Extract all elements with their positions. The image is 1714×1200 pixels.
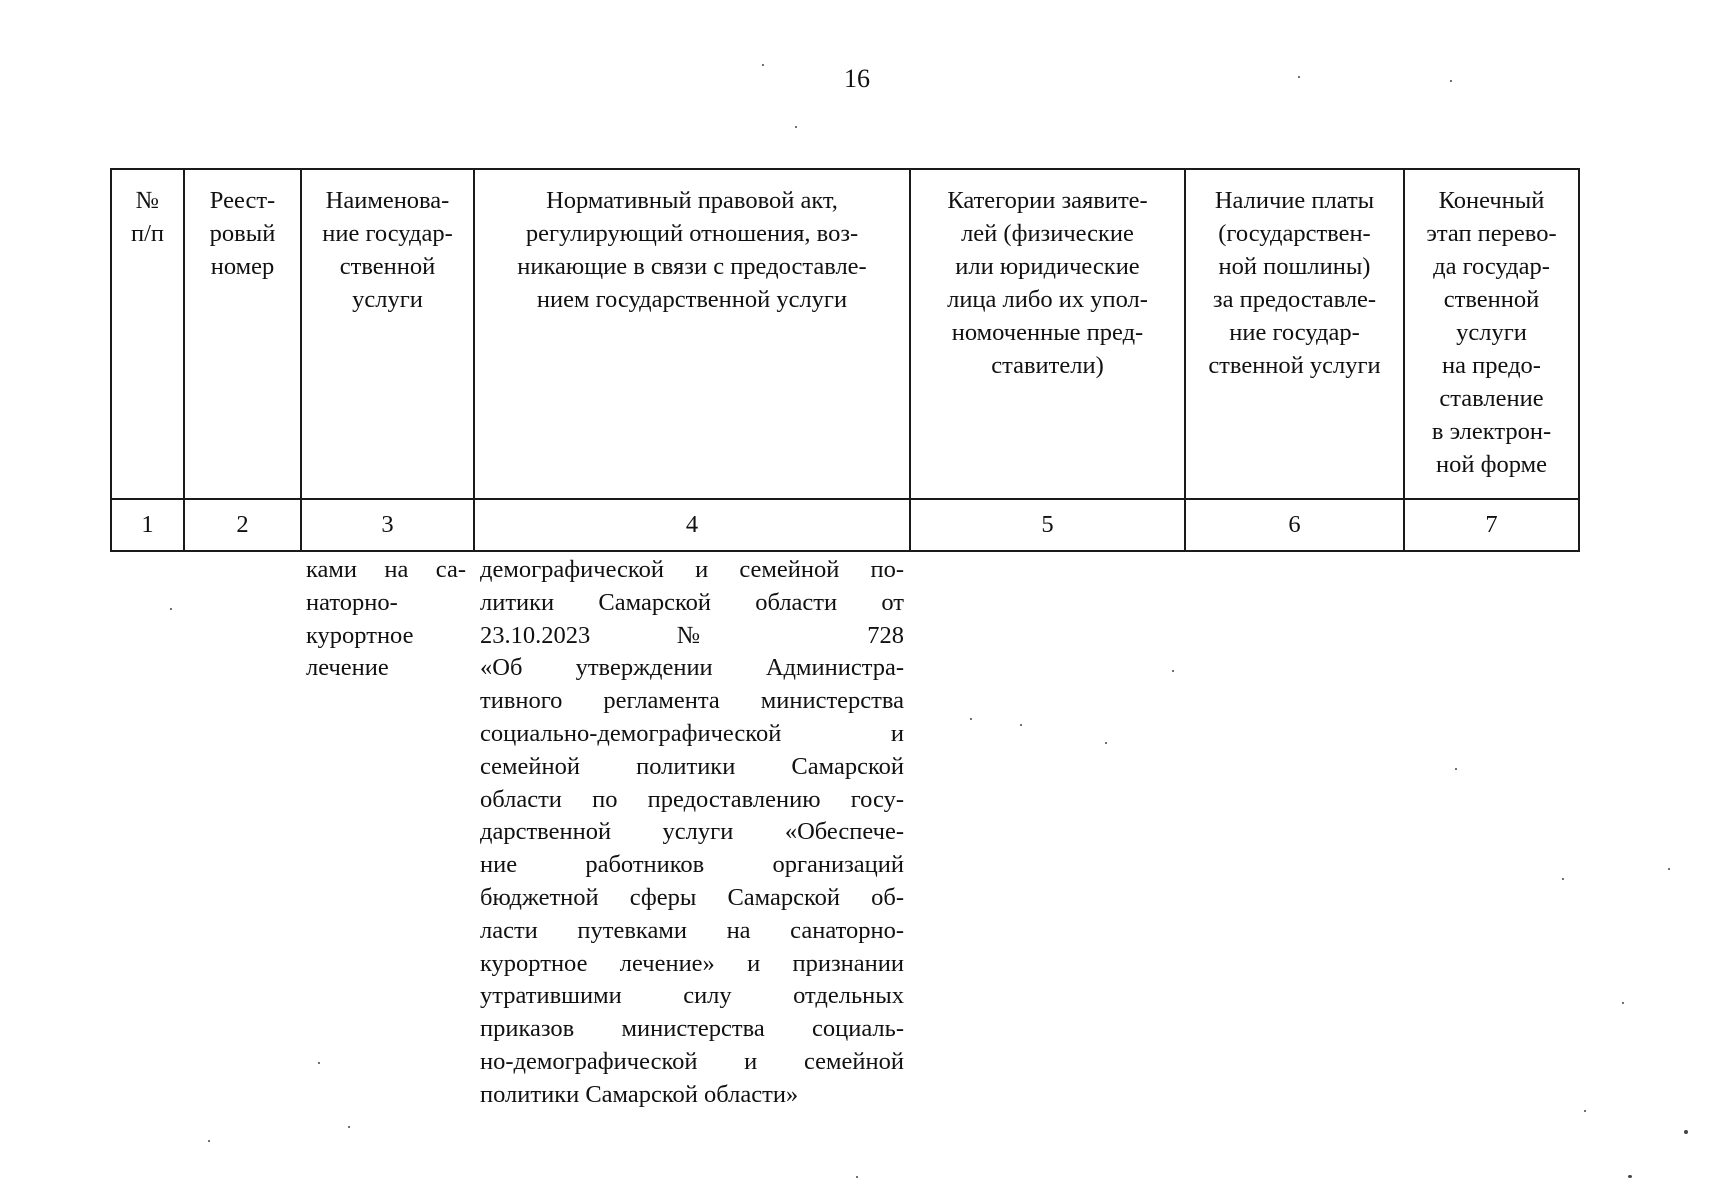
header-line: (государствен- <box>1218 220 1371 247</box>
text-line: социально-демографической и <box>480 719 904 747</box>
header-line: Наличие платы <box>1214 187 1375 214</box>
header-line: п/п <box>130 220 165 247</box>
header-cell-5 <box>910 169 1185 499</box>
header-cell-1 <box>111 169 184 499</box>
scan-speck <box>1584 1110 1586 1112</box>
header-line: ственной <box>1443 286 1540 313</box>
text-line: семейной политики Самарской <box>480 752 904 780</box>
header-line: ставление <box>1439 385 1544 412</box>
header-line: Реест- <box>209 187 276 214</box>
column-number: 2 <box>184 499 301 551</box>
header-cell-6 <box>1185 169 1404 499</box>
scan-speck <box>1455 768 1457 770</box>
header-line: услуги <box>352 286 423 313</box>
header-line: никающие в связи с предоставле- <box>517 253 867 280</box>
scan-speck <box>1562 878 1564 880</box>
header-line: услуги <box>1456 319 1527 346</box>
text-line: политики Самарской области» <box>480 1080 799 1108</box>
header-line: номер <box>210 253 275 280</box>
header-cell-2 <box>184 169 301 499</box>
continuation-service-name <box>306 554 466 685</box>
text-line: курортное <box>306 621 414 649</box>
header-line: да государ- <box>1433 253 1550 280</box>
header-line: ной пошлины) <box>1218 253 1371 280</box>
scan-speck <box>1450 80 1452 82</box>
scan-speck <box>1298 76 1300 78</box>
table-header-row <box>111 169 1579 499</box>
scan-speck <box>1684 1130 1688 1134</box>
scan-speck <box>795 126 797 128</box>
column-number: 5 <box>910 499 1185 551</box>
scan-speck <box>318 1062 320 1064</box>
header-line: Категории заявите- <box>947 187 1148 214</box>
text-line: демографической и семейной по- <box>480 556 904 583</box>
text-line: тивного регламента министерства <box>480 687 904 715</box>
header-line: этап перево- <box>1426 220 1557 247</box>
scan-speck <box>1622 1002 1624 1004</box>
text-line: ние работников организаций <box>480 851 904 879</box>
header-line: Наименова- <box>325 187 450 214</box>
text-line: наторно- <box>306 588 398 616</box>
header-line: за предоставле- <box>1212 286 1377 313</box>
header-cell-3 <box>301 169 474 499</box>
header-line: или юридические <box>955 253 1140 280</box>
header-line: лица либо их упол- <box>947 286 1148 313</box>
scan-speck <box>1628 1175 1632 1178</box>
continuation-legal-act <box>480 554 904 1112</box>
text-line: 23.10.2023 № 728 <box>480 621 904 649</box>
header-line: в электрон- <box>1431 418 1552 445</box>
header-line: номоченные пред- <box>951 319 1144 346</box>
header-line: ровый <box>209 220 276 247</box>
text-line: литики Самарской области от <box>480 588 904 616</box>
column-number-row <box>111 499 1579 551</box>
scan-speck <box>348 1126 350 1128</box>
column-number: 4 <box>474 499 910 551</box>
scan-speck <box>970 718 972 720</box>
header-cell-7 <box>1404 169 1579 499</box>
header-line: ной форме <box>1436 451 1547 478</box>
header-line: регулирующий отношения, воз- <box>525 220 859 247</box>
text-line: но-демографической и семейной <box>480 1047 904 1075</box>
header-line: ставители) <box>991 352 1104 379</box>
text-line: ками на са- <box>306 556 466 583</box>
scan-speck <box>762 64 764 66</box>
scan-speck <box>1172 670 1174 672</box>
text-line: приказов министерства социаль- <box>480 1015 904 1043</box>
services-registry-table <box>110 168 1580 552</box>
text-line: утратившими силу отдельных <box>480 982 904 1010</box>
header-line: ние государ- <box>322 220 453 247</box>
header-line: ственной <box>339 253 436 280</box>
header-line: ственной услуги <box>1208 352 1381 379</box>
header-line: Нормативный правовой акт, <box>546 187 838 214</box>
text-line: дарственной услуги «Обеспече- <box>480 818 904 846</box>
column-number: 1 <box>111 499 184 551</box>
text-line: «Об утверждении Администра- <box>480 654 904 682</box>
scan-speck <box>1020 724 1022 726</box>
page-number: 16 <box>844 64 870 93</box>
column-number: 7 <box>1404 499 1579 551</box>
header-cell-4 <box>474 169 910 499</box>
text-line: ласти путевками на санаторно- <box>480 916 904 944</box>
scan-speck <box>1668 868 1670 870</box>
header-line: нием государственной услуги <box>536 286 848 313</box>
text-line: области по предоставлению госу- <box>480 785 904 813</box>
header-line: лей (физические <box>961 220 1134 247</box>
scan-speck <box>170 608 172 610</box>
header-line: ние государ- <box>1229 319 1360 346</box>
text-line: курортное лечение» и признании <box>480 949 904 977</box>
header-line: Конечный <box>1438 187 1545 214</box>
header-line: № <box>135 187 160 214</box>
text-line: лечение <box>306 654 389 682</box>
scan-speck <box>208 1140 210 1142</box>
header-line: на предо- <box>1442 352 1541 379</box>
column-number: 6 <box>1185 499 1404 551</box>
scan-speck <box>1105 742 1107 744</box>
scan-speck <box>856 1176 858 1178</box>
column-number: 3 <box>301 499 474 551</box>
text-line: бюджетной сферы Самарской об- <box>480 883 904 911</box>
